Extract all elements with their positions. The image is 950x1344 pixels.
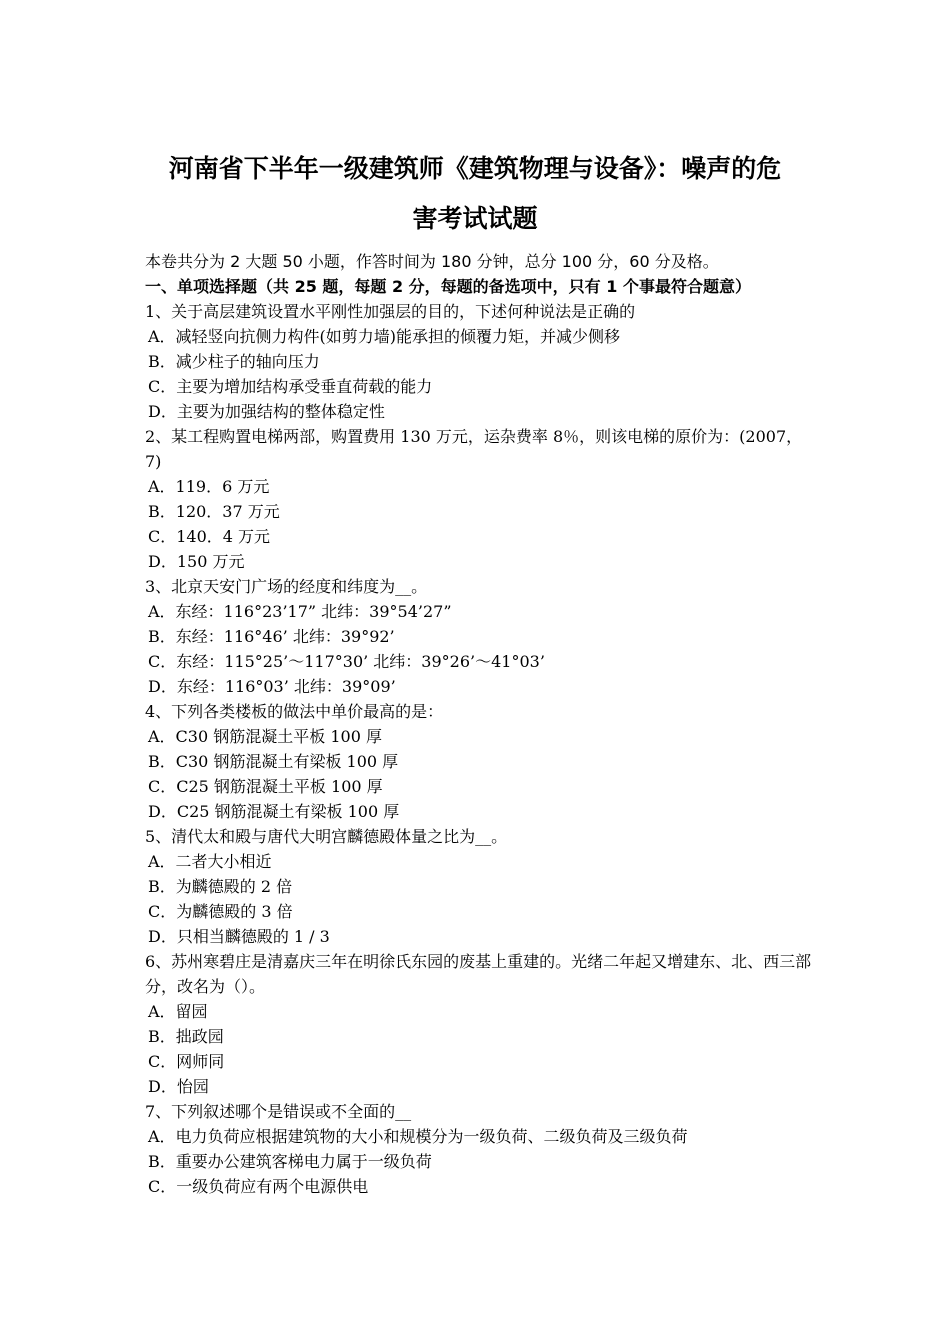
answer-option: C．网师同 xyxy=(148,1052,225,1071)
question-text: 3、北京天安门广场的经度和纬度为__。 xyxy=(145,577,428,596)
document-body xyxy=(145,249,815,1199)
answer-option: D．怡园 xyxy=(148,1077,209,1096)
question-text: 1、关于高层建筑设置水平刚性加强层的目的，下述何种说法是正确的 xyxy=(145,302,636,321)
answer-option: B．东经：116°46’ 北纬：39°92’ xyxy=(148,627,395,646)
section-heading: 一、单项选择题（共 25 题，每题 2 分，每题的备选项中，只有 1 个事最符合题意） xyxy=(145,277,751,296)
answer-option: A．减轻竖向抗侧力构件(如剪力墙)能承担的倾覆力矩，并减少侧移 xyxy=(148,327,621,346)
question-item xyxy=(145,824,815,949)
question-item xyxy=(145,949,815,1099)
answer-option: C．为麟德殿的 3 倍 xyxy=(148,902,293,921)
answer-option: B．120．37 万元 xyxy=(148,502,280,521)
question-item xyxy=(145,424,815,574)
answer-option: B．拙政园 xyxy=(148,1027,224,1046)
document-title-line2: 害考试试题 xyxy=(412,204,538,233)
question-text: 2、某工程购置电梯两部，购置费用 130 万元，运杂费率 8％，则该电梯的原价为：(2007，7) xyxy=(145,427,803,471)
answer-option: D．150 万元 xyxy=(148,552,245,571)
answer-option: A．119．6 万元 xyxy=(148,477,270,496)
question-item xyxy=(145,699,815,824)
answer-option: B．为麟德殿的 2 倍 xyxy=(148,877,293,896)
question-text: 6、苏州寒碧庄是清嘉庆三年在明徐氏东园的废基上重建的。光绪二年起又增建东、北、西三部分，改名为（）。 xyxy=(145,952,812,996)
answer-option: B．重要办公建筑客梯电力属于一级负荷 xyxy=(148,1152,432,1171)
answer-option: A．C30 钢筋混凝土平板 100 厚 xyxy=(148,727,382,746)
answer-option: A．留园 xyxy=(148,1002,208,1021)
question-item xyxy=(145,1099,815,1199)
answer-option: C．主要为增加结构承受垂直荷载的能力 xyxy=(148,377,433,396)
question-text: 4、下列各类楼板的做法中单价最高的是： xyxy=(145,702,444,721)
answer-option: A．电力负荷应根据建筑物的大小和规模分为一级负荷、二级负荷及三级负荷 xyxy=(148,1127,688,1146)
answer-option: D．只相当麟德殿的 1 / 3 xyxy=(148,927,330,946)
exam-instructions: 本卷共分为 2 大题 50 小题，作答时间为 180 分钟，总分 100 分，60 分及格。 xyxy=(145,252,719,271)
answer-option: C．东经：115°25’～117°30’ 北纬：39°26’～41°03’ xyxy=(148,652,545,671)
answer-option: D．C25 钢筋混凝土有梁板 100 厚 xyxy=(148,802,400,821)
answer-option: D．主要为加强结构的整体稳定性 xyxy=(148,402,385,421)
answer-option: A．东经：116°23’17” 北纬：39°54’27” xyxy=(148,602,452,621)
answer-option: D．东经：116°03’ 北纬：39°09’ xyxy=(148,677,396,696)
answer-option: A．二者大小相近 xyxy=(148,852,272,871)
question-text: 7、下列叙述哪个是错误或不全面的__ xyxy=(145,1102,412,1121)
answer-option: B．减少柱子的轴向压力 xyxy=(148,352,320,371)
answer-option: B．C30 钢筋混凝土有梁板 100 厚 xyxy=(148,752,399,771)
question-item xyxy=(145,574,815,699)
question-list xyxy=(145,299,815,1199)
answer-option: C．C25 钢筋混凝土平板 100 厚 xyxy=(148,777,383,796)
answer-option: C．一级负荷应有两个电源供电 xyxy=(148,1177,369,1196)
question-text: 5、清代太和殿与唐代大明宫麟德殿体量之比为__。 xyxy=(145,827,508,846)
answer-option: C．140．4 万元 xyxy=(148,527,271,546)
question-item xyxy=(145,299,815,424)
document-title-line1: 河南省下半年一级建筑师《建筑物理与设备》：噪声的危 xyxy=(168,154,782,183)
